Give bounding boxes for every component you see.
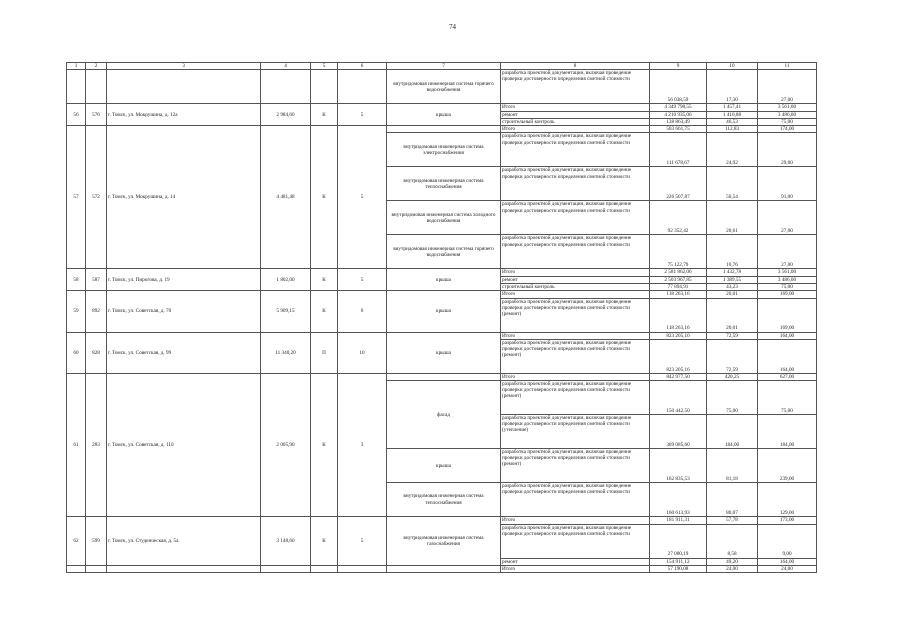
work-cell: разработка проектной документации, включая проведение проверки достоверности определения сметной стоимости (ремонт) — [501, 381, 650, 415]
value-cell: 24,00 — [758, 565, 817, 572]
row-number: 62 — [67, 517, 86, 566]
value-cell: 184,00 — [758, 415, 817, 449]
value-cell: 112,83 — [707, 126, 758, 133]
address: г. Томск, ул. Пирогова, д. 19 — [107, 269, 261, 291]
area: 2 984,60 — [261, 104, 311, 126]
work-cell: Итого — [501, 517, 650, 524]
system-cell: внутридомовая инженерная система холодного водоснабжения — [387, 201, 501, 235]
work-cell: Итого — [501, 332, 650, 339]
header-cell: 7 — [387, 63, 501, 70]
area: 2 005,90 — [261, 373, 311, 516]
value-cell: 16,76 — [707, 235, 758, 269]
header-cell: 1 — [67, 63, 86, 70]
table-row — [67, 126, 817, 133]
header-cell: 8 — [501, 63, 650, 70]
value-cell: 164,00 — [758, 558, 817, 565]
value-cell: 138 863,49 — [650, 118, 707, 125]
floors: 5 — [338, 517, 387, 566]
value-cell: 160 613,93 — [650, 483, 707, 517]
capital-repair-table — [66, 62, 817, 573]
value-cell: 81,18 — [707, 449, 758, 483]
value-cell: 43,23 — [707, 284, 758, 291]
work-cell: разработка проектной документации, включая проведение проверки достоверности определения сметной стоимости — [501, 524, 650, 558]
value-cell: 20,61 — [707, 201, 758, 235]
value-cell: 823 205,16 — [650, 332, 707, 339]
house-id: 576 — [86, 104, 107, 126]
work-cell: разработка проектной документации, включая проведение проверки достоверности определения сметной стоимости (ремонт) — [501, 339, 650, 373]
system-cell: крыша — [387, 332, 501, 373]
work-cell: разработка проектной документации, включая проведение проверки достоверности определения сметной стоимости — [501, 70, 650, 104]
value-cell: 1 432,78 — [707, 269, 758, 276]
system-cell: крыша — [387, 269, 501, 291]
system-cell: внутридомовая инженерная система теплоснабжения — [387, 167, 501, 201]
value-cell: 842 977,50 — [650, 373, 707, 380]
value-cell: 162 835,53 — [650, 449, 707, 483]
house-id: 283 — [86, 373, 107, 516]
system-cell: крыша — [387, 291, 501, 332]
system-cell: внутридомовая инженерная система газоснабжения — [387, 517, 501, 566]
value-cell: 27,00 — [758, 201, 817, 235]
work-cell: Итого — [501, 291, 650, 298]
value-cell: 3 561,00 — [758, 104, 817, 111]
value-cell: 75,00 — [758, 118, 817, 125]
value-cell: 9,00 — [758, 524, 817, 558]
system-cell: крыша — [387, 104, 501, 126]
work-cell: разработка проектной документации, включая проведение проверки достоверности определения сметной стоимости — [501, 235, 650, 269]
value-cell: 17,30 — [707, 70, 758, 104]
value-cell: 169,00 — [758, 298, 817, 332]
material: К — [311, 517, 338, 566]
value-cell: 3 561,00 — [758, 269, 817, 276]
value-cell: 4 210 935,06 — [650, 111, 707, 118]
value-cell: 420,25 — [707, 373, 758, 380]
value-cell: 92 352,42 — [650, 201, 707, 235]
house-id: 572 — [86, 126, 107, 269]
header-cell: 6 — [338, 63, 387, 70]
header-cell: 5 — [311, 63, 338, 70]
value-cell: 72,59 — [707, 339, 758, 373]
material: К — [311, 104, 338, 126]
work-cell: ремонт — [501, 111, 650, 118]
floors: 5 — [338, 126, 387, 269]
table-row — [67, 373, 817, 380]
value-cell: 503 661,75 — [650, 126, 707, 133]
work-cell: разработка проектной документации, включая проведение проверки достоверности определения сметной стоимости (утепление) — [501, 415, 650, 449]
work-cell: разработка проектной документации, включая проведение проверки достоверности определения сметной стоимости — [501, 133, 650, 167]
value-cell: 111 678,67 — [650, 133, 707, 167]
table-row — [67, 104, 817, 111]
value-cell: 27,00 — [758, 235, 817, 269]
value-cell: 27 000,19 — [650, 524, 707, 558]
value-cell: 29,00 — [758, 133, 817, 167]
work-cell: Итого — [501, 104, 650, 111]
value-cell: 181 911,31 — [650, 517, 707, 524]
value-cell: 91,00 — [758, 167, 817, 201]
row-number: 60 — [67, 332, 86, 373]
value-cell: 50,54 — [707, 167, 758, 201]
system-cell: внутридомовая инженерная система теплоснабжения — [387, 483, 501, 517]
value-cell: 823 205,16 — [650, 339, 707, 373]
floors: 5 — [338, 104, 387, 126]
row-number: 57 — [67, 126, 86, 269]
value-cell: 184,00 — [707, 415, 758, 449]
value-cell: 1 410,88 — [707, 111, 758, 118]
material: К — [311, 373, 338, 516]
header-cell: 2 — [86, 63, 107, 70]
work-cell: разработка проектной документации, включая проведение проверки достоверности определения сметной стоимости — [501, 483, 650, 517]
table-row — [67, 565, 817, 572]
house-id: 599 — [86, 517, 107, 566]
material: П — [311, 332, 338, 373]
table-row — [67, 70, 817, 104]
value-cell: 24,00 — [707, 565, 758, 572]
work-cell: ремонт — [501, 558, 650, 565]
value-cell: 75,00 — [758, 284, 817, 291]
header-cell: 9 — [650, 63, 707, 70]
value-cell: 57,78 — [707, 517, 758, 524]
system-cell: крыша — [387, 449, 501, 483]
system-cell: внутридомовая инженерная система горячего водоснабжения — [387, 70, 501, 104]
system-cell: внутридомовая инженерная система электроснабжения — [387, 133, 501, 167]
address: г. Томск, ул. Советская, д. 70 — [107, 291, 261, 332]
value-cell: 75,00 — [758, 381, 817, 415]
work-cell: Итого — [501, 126, 650, 133]
value-cell: 49,20 — [707, 558, 758, 565]
address: г. Томск, ул. Мокрушина, д. 12а — [107, 104, 261, 126]
value-cell: 226 507,87 — [650, 167, 707, 201]
value-cell: 75,00 — [707, 381, 758, 415]
material: К — [311, 126, 338, 269]
row-number: 61 — [67, 373, 86, 516]
material: К — [311, 291, 338, 332]
work-cell: разработка проектной документации, включая проведение проверки достоверности определения сметной стоимости (ремонт) — [501, 298, 650, 332]
floors: 3 — [338, 373, 387, 516]
work-cell: разработка проектной документации, включая проведение проверки достоверности определения сметной стоимости — [501, 167, 650, 201]
value-cell: 20,01 — [707, 298, 758, 332]
value-cell: 118 263,16 — [650, 291, 707, 298]
value-cell: 8,58 — [707, 524, 758, 558]
address: г. Томск, ул. Студенческая, д. 5а — [107, 517, 261, 566]
value-cell: 164,00 — [758, 339, 817, 373]
value-cell: 4 349 798,55 — [650, 104, 707, 111]
value-cell: 627,00 — [758, 373, 817, 380]
header-cell: 10 — [707, 63, 758, 70]
work-cell: Итого — [501, 373, 650, 380]
row-number: 56 — [67, 104, 86, 126]
value-cell: 72,59 — [707, 332, 758, 339]
floors: 10 — [338, 332, 387, 373]
table-row — [67, 291, 817, 298]
value-cell: 80,07 — [707, 483, 758, 517]
row-number: 58 — [67, 269, 86, 291]
floors: 5 — [338, 269, 387, 291]
value-cell: 154 911,12 — [650, 558, 707, 565]
value-cell: 169,00 — [758, 291, 817, 298]
area: 11 340,20 — [261, 332, 311, 373]
page-number: 74 — [449, 23, 456, 31]
value-cell: 27,00 — [758, 70, 817, 104]
system-cell: фасад — [387, 381, 501, 449]
value-cell: 3 486,00 — [758, 111, 817, 118]
material: К — [311, 269, 338, 291]
value-cell: 3 486,00 — [758, 276, 817, 283]
value-cell: 369 085,60 — [650, 415, 707, 449]
header-cell: 11 — [758, 63, 817, 70]
system-cell: внутридомовая инженерная система горячего водоснабжения — [387, 235, 501, 269]
work-cell: разработка проектной документации, включая проведение проверки достоверности определения сметной стоимости (ремонт) — [501, 449, 650, 483]
house-id: 892 — [86, 291, 107, 332]
value-cell: 24,92 — [707, 133, 758, 167]
work-cell: строительный контроль — [501, 284, 650, 291]
value-cell: 75 122,79 — [650, 235, 707, 269]
value-cell: 46,53 — [707, 118, 758, 125]
work-cell: ремонт — [501, 276, 650, 283]
work-cell: строительный контроль — [501, 118, 650, 125]
value-cell: 20,01 — [707, 291, 758, 298]
value-cell: 2 581 862,06 — [650, 269, 707, 276]
header-row — [67, 63, 817, 70]
value-cell: 57 190,08 — [650, 565, 707, 572]
value-cell: 173,00 — [758, 517, 817, 524]
work-cell: разработка проектной документации, включая проведение проверки достоверности определения сметной стоимости — [501, 201, 650, 235]
house-id: 828 — [86, 332, 107, 373]
header-cell: 3 — [107, 63, 261, 70]
table-row — [67, 517, 817, 524]
value-cell: 56 038,59 — [650, 70, 707, 104]
floors: 6 — [338, 291, 387, 332]
area: 1 802,00 — [261, 269, 311, 291]
table-row — [67, 332, 817, 339]
area: 4 481,48 — [261, 126, 311, 269]
area: 3 148,60 — [261, 517, 311, 566]
house-id: 587 — [86, 269, 107, 291]
value-cell: 150 442,50 — [650, 381, 707, 415]
value-cell: 2 503 967,85 — [650, 276, 707, 283]
value-cell: 1 389,55 — [707, 276, 758, 283]
value-cell: 77 894,91 — [650, 284, 707, 291]
value-cell: 174,00 — [758, 126, 817, 133]
value-cell: 118 263,16 — [650, 298, 707, 332]
address: г. Томск, ул. Мокрушина, д. 14 — [107, 126, 261, 269]
header-cell: 4 — [261, 63, 311, 70]
work-cell: Итого — [501, 269, 650, 276]
value-cell: 129,00 — [758, 483, 817, 517]
table-row — [67, 269, 817, 276]
address: г. Томск, ул. Советская, д. 110 — [107, 373, 261, 516]
row-number: 59 — [67, 291, 86, 332]
address: г. Томск, ул. Советская, д. 99 — [107, 332, 261, 373]
work-cell: Итого — [501, 565, 650, 572]
value-cell: 164,00 — [758, 332, 817, 339]
value-cell: 239,00 — [758, 449, 817, 483]
value-cell: 1 457,41 — [707, 104, 758, 111]
area: 5 909,15 — [261, 291, 311, 332]
